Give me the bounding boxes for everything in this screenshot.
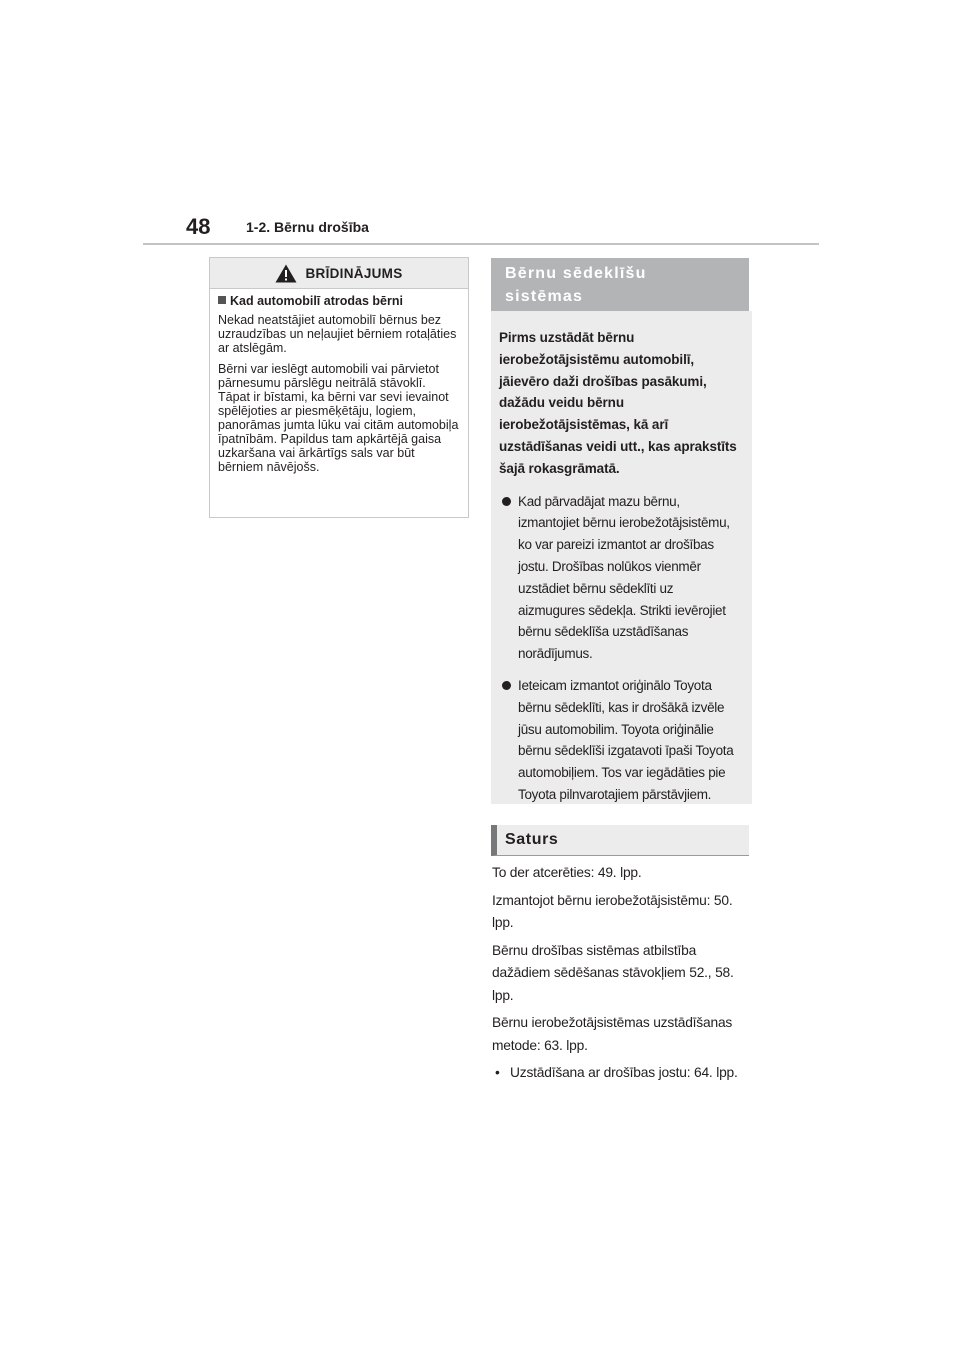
warning-subtitle-text: Kad automobilī atrodas bērni	[230, 294, 403, 308]
sidebar-heading	[491, 258, 749, 311]
contents-sub-item	[492, 1062, 752, 1085]
warning-paragraph: Bērni var ieslēgt automobili vai pārvietot pārnesumu pārslēgu neitrālā stāvoklī. Tāpat ir bīstami, ka bērni var sevi ievainot spēlējoties ar piesmēķētāju, logiem, panorāmas jumta lūku vai citām automobiļa īpatnībām. Papildus tam apkārtējā gaisa uzkaršana vai ārkārtīgs sals var būt bērniem nāvējošs.	[218, 362, 459, 474]
square-bullet-icon	[218, 296, 226, 304]
list-item-text: Kad pārvadājat mazu bērnu, izmantojiet bērnu ierobežotājsistēmu, ko var pareizi izmantot ar drošības jostu. Drošības nolūkos vienmēr uzstādiet bērnu sēdeklīti uz aizmugures sēdekļa. Strikti ievērojiet bērnu sēdeklīša uzstādīšanas norādījumus.	[518, 493, 730, 662]
list-item	[499, 675, 742, 806]
warning-subtitle	[218, 294, 460, 308]
contents-item: Bērnu drošības sistēmas atbilstība dažādiem sēdēšanas stāvokļiem 52., 58. lpp.	[492, 942, 734, 1003]
warning-triangle-icon	[275, 264, 297, 283]
warning-body	[210, 289, 468, 474]
sidebar-title-line: Bērnu sēdeklīšu	[505, 265, 647, 282]
intro-text: Pirms uzstādāt bērnu ierobežotājsistēmu automobilī, jāievēro daži drošības pasākumi, dažādu veidu bērnu ierobežotājsistēmas, kā arī uzstādīšanas veidi utt., kas aprakstīts šajā rokasgrāmatā.	[499, 330, 737, 476]
warning-paragraph: Nekad neatstājiet automobilī bērnus bez uzraudzības un neļaujiet bērniem rotaļāties ar atslēgām.	[218, 313, 457, 355]
intro-panel	[491, 311, 752, 804]
contents-list	[492, 862, 752, 1090]
warning-title: BRĪDINĀJUMS	[305, 265, 403, 281]
list-item	[499, 491, 742, 665]
contents-sub-item-text: Uzstādīšana ar drošības jostu: 64. lpp.	[510, 1065, 738, 1080]
contents-item: To der atcerēties: 49. lpp.	[492, 865, 642, 880]
warning-box	[209, 257, 469, 518]
section-title: 1-2. Bērnu drošība	[246, 219, 369, 235]
contents-title: Saturs	[505, 831, 559, 848]
header-divider	[143, 243, 819, 245]
contents-item: Izmantojot bērnu ierobežotājsistēmu: 50. lpp.	[492, 892, 733, 930]
filled-circle-bullet-icon	[502, 681, 511, 690]
dot-bullet-icon: •	[495, 1065, 500, 1080]
list-item-text: Ieteicam izmantot oriģinālo Toyota bērnu sēdeklīti, kas ir drošākā izvēle jūsu automobilim. Toyota oriģinālie bērnu sēdeklīši izgatavoti īpaši Toyota automobiļiem. Tos var iegādāties pie Toyota pilnvarotajiem pārstāvjiem.	[518, 677, 734, 802]
filled-circle-bullet-icon	[502, 497, 511, 506]
contents-item: Bērnu ierobežotājsistēmas uzstādīšanas metode: 63. lpp.	[492, 1015, 733, 1053]
page-number: 48	[186, 214, 211, 239]
contents-heading	[491, 825, 749, 856]
sidebar-title-line: sistēmas	[505, 288, 584, 305]
bullet-list	[499, 491, 742, 806]
warning-header	[210, 258, 468, 289]
